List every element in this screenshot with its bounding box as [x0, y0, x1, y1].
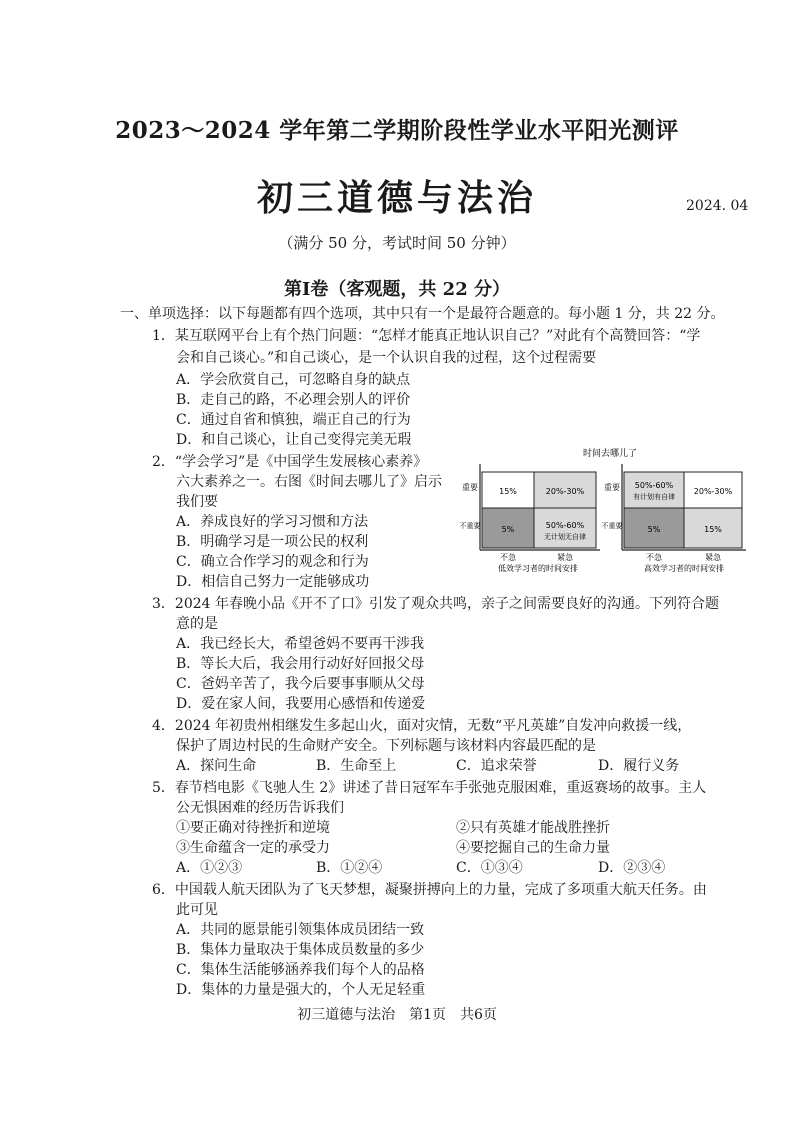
left-y-label-unimportant: 不重要 — [460, 522, 481, 530]
left-cell-label: 20%-30% — [545, 487, 585, 496]
question-6-option-c: C．集体生活能够涵养我们每个人的品格 — [176, 962, 425, 978]
exam-title: 2023～2024 学年第二学期阶段性学业水平阳光测评 — [115, 117, 679, 144]
question-4-option-c: C．追求荣誉 — [456, 758, 537, 774]
figure-title: 时间去哪儿了 — [582, 449, 638, 459]
right-cell-label: 有计划有自律 — [633, 493, 675, 501]
exam-date: 2024. 04 — [686, 198, 749, 214]
question-6-option-b: B．集体力量取决于集体成员数量的多少 — [176, 942, 425, 958]
question-4-option-d: D．履行义务 — [598, 758, 680, 774]
question-2-stem-cont: 六大素养之一。右图《时间去哪儿了》启示 — [176, 474, 442, 490]
instructions: 一、单项选择：以下每题都有四个选项，其中只有一个是最符合题意的。每小题 1 分，共 22 分。 — [120, 306, 725, 322]
right-caption: 高效学习者的时间安排 — [644, 564, 724, 573]
page-footer: 初三道德与法治 第1页 共6页 — [297, 1007, 497, 1023]
left-cell-label: 无计划无自律 — [544, 533, 586, 541]
right-y-label-important: 重要 — [604, 483, 620, 492]
right-x-label-not-urgent: 不急 — [646, 553, 662, 562]
question-6-option-a: A．共同的愿景能引领集体成员团结一致 — [176, 922, 425, 938]
question-5-option-d: D．②③④ — [598, 860, 666, 876]
question-5-option-c: C．①③④ — [456, 860, 523, 876]
subject-title: 初三道德与法治 — [256, 177, 537, 219]
question-3-option-b: B．等长大后，我会用行动好好回报父母 — [176, 656, 425, 672]
left-cell-label: 15% — [499, 487, 517, 496]
question-4-option-b: B．生命至上 — [316, 758, 397, 774]
time-allocation-figure — [460, 446, 760, 576]
question-3-option-c: C．爸妈辛苦了，我今后要事事顺从父母 — [176, 676, 425, 692]
question-5-stem: 5．春节档电影《飞驰人生 2》讲述了昔日冠军车手张弛克服困难，重返赛场的故事。主人 — [152, 780, 707, 796]
question-1-option-c: C．通过自省和慎独，端正自己的行为 — [176, 412, 411, 428]
question-5-statement-3: ③生命蕴含一定的承受力 — [176, 840, 330, 856]
right-cell-label: 15% — [704, 525, 722, 534]
right-x-label-urgent: 紧急 — [705, 553, 721, 562]
right-cell-important-not-urgent — [624, 472, 684, 508]
left-cell-label: 5% — [501, 525, 515, 534]
right-cell-label: 5% — [647, 525, 661, 534]
left-caption: 低效学习者的时间安排 — [498, 564, 578, 573]
question-4-stem: 4．2024 年初贵州相继发生多起山火，面对灾情，无数“平凡英雄”自发冲向救援一线， — [152, 718, 692, 734]
question-2-stem-cont2: 我们要 — [176, 494, 218, 510]
left-cell-label: 50%-60% — [545, 521, 585, 530]
question-5-statement-2: ②只有英雄才能战胜挫折 — [456, 820, 610, 836]
question-2-option-c: C．确立合作学习的观念和行为 — [176, 554, 369, 570]
question-1-stem-cont: 会和自己谈心。”和自己谈心，是一个认识自我的过程，这个过程需要 — [176, 350, 597, 366]
left-x-label-urgent: 紧急 — [557, 553, 573, 562]
question-3-stem-cont: 意的是 — [176, 616, 218, 632]
score-time-note: （满分 50 分，考试时间 50 分钟） — [278, 234, 516, 252]
question-5-statement-4: ④要挖掘自己的生命力量 — [456, 840, 610, 856]
question-2-option-d: D．相信自己努力一定能够成功 — [176, 574, 370, 590]
question-4-stem-cont: 保护了周边村民的生命财产安全。下列标题与该材料内容最匹配的是 — [176, 738, 596, 754]
right-y-label-unimportant: 不重要 — [601, 522, 623, 530]
question-5-option-b: B．①②④ — [316, 860, 383, 876]
question-2-stem: 2．“学会学习”是《中国学生发展核心素养》 — [152, 454, 428, 470]
question-1-option-d: D．和自己谈心，让自己变得完美无瑕 — [176, 432, 412, 448]
right-cell-label: 50%-60% — [634, 481, 674, 490]
question-5-statement-1: ①要正确对待挫折和逆境 — [176, 820, 330, 836]
question-5-stem-cont: 公无惧困难的经历告诉我们 — [176, 800, 344, 816]
question-5-option-a: A．①②③ — [176, 860, 243, 876]
left-y-label-important: 重要 — [462, 483, 478, 492]
question-3-stem: 3．2024 年春晚小品《开不了口》引发了观众共鸣，亲子之间需要良好的沟通。下列符合题 — [152, 596, 719, 612]
question-3-option-d: D．爱在家人间，我要用心感悟和传递爱 — [176, 696, 426, 712]
right-cell-label: 20%-30% — [693, 487, 733, 496]
question-1-option-a: A．学会欣赏自己，可忽略自身的缺点 — [176, 372, 411, 388]
question-4-option-a: A．探问生命 — [176, 758, 257, 774]
section-heading: 第Ⅰ卷（客观题，共 22 分） — [283, 279, 510, 300]
question-1-option-b: B．走自己的路，不必理会别人的评价 — [176, 392, 411, 408]
question-2-option-b: B．明确学习是一项公民的权利 — [176, 534, 369, 550]
question-1-stem: 1．某互联网平台上有个热门问题：“怎样才能真正地认识自己？”对此有个高赞回答：“学 — [152, 328, 701, 344]
question-6-option-d: D．集体的力量是强大的，个人无足轻重 — [176, 982, 426, 998]
question-6-stem-cont: 此可见 — [176, 902, 218, 918]
question-6-stem: 6．中国载人航天团队为了飞天梦想，凝聚拼搏向上的力量，完成了多项重大航天任务。由 — [152, 882, 707, 898]
left-x-label-not-urgent: 不急 — [500, 553, 516, 562]
question-3-option-a: A．我已经长大，希望爸妈不要再干涉我 — [176, 636, 425, 652]
question-2-option-a: A．养成良好的学习习惯和方法 — [176, 514, 369, 530]
